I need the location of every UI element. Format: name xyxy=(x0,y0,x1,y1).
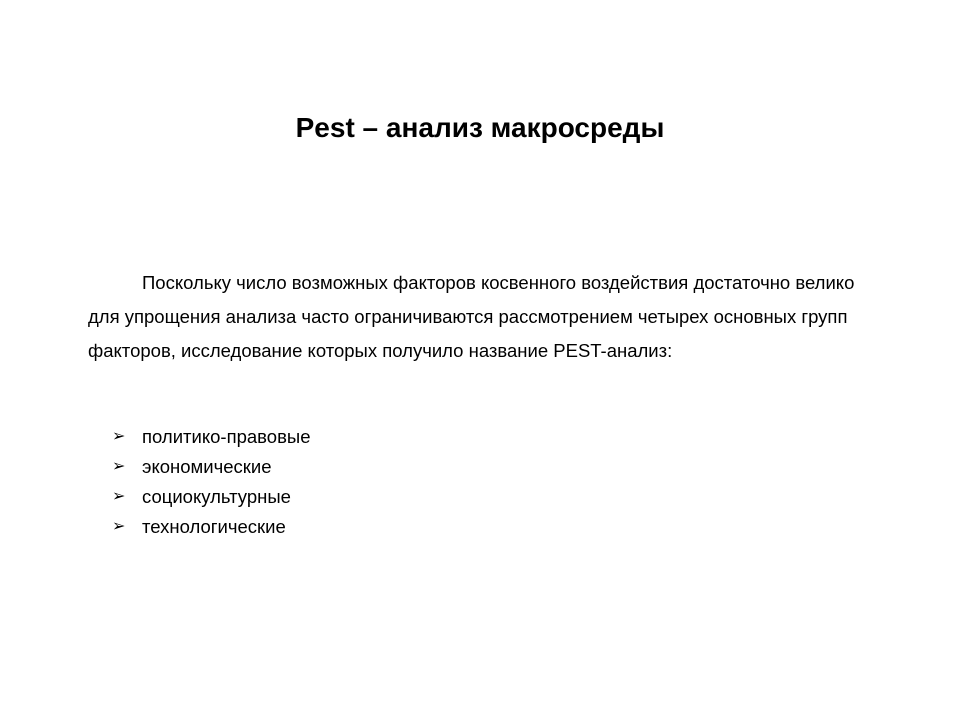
slide-title: Pest – анализ макросреды xyxy=(295,112,665,143)
arrow-bullet-icon: ➢ xyxy=(112,518,126,535)
intro-paragraph xyxy=(88,266,888,368)
list-item-label: политико-правовые xyxy=(142,426,311,447)
list-item-label: социокультурные xyxy=(142,486,291,507)
intro-paragraph-text: Поскольку число возможных факторов косвенного воздействия достаточно велико для упрощения анализа часто ограничиваются рассмотрением четырех основных групп факторов, исследование которых получило название PEST-анализ: xyxy=(88,272,855,361)
list-item xyxy=(112,482,311,512)
arrow-bullet-icon: ➢ xyxy=(112,428,126,445)
list-item xyxy=(112,422,311,452)
list-item-label: экономические xyxy=(142,456,272,477)
list-item xyxy=(112,452,311,482)
list-item xyxy=(112,512,311,542)
arrow-bullet-icon: ➢ xyxy=(112,488,126,505)
factor-list xyxy=(112,422,311,542)
list-item-label: технологические xyxy=(142,516,286,537)
arrow-bullet-icon: ➢ xyxy=(112,458,126,475)
